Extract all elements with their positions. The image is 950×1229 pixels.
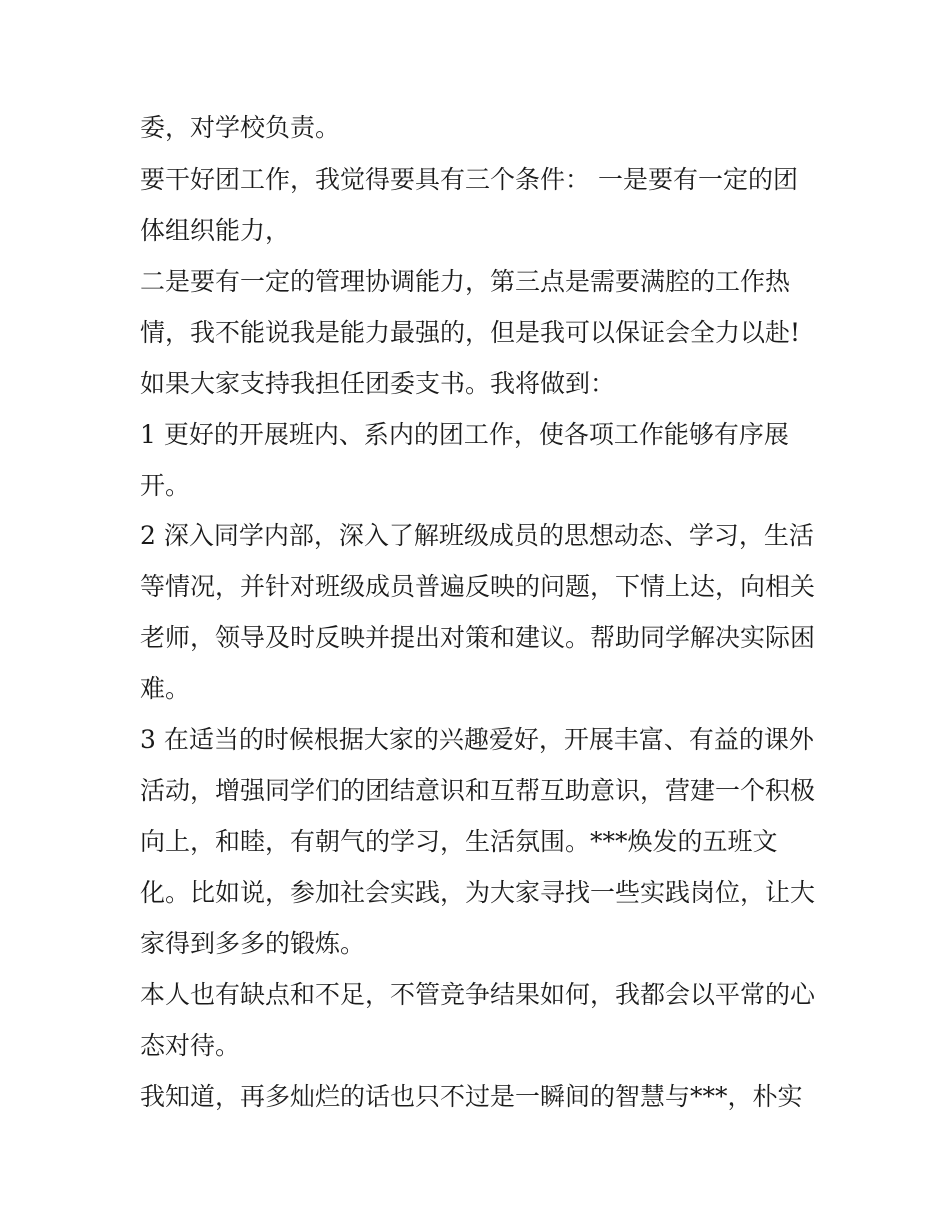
- text-line: 二是要有一定的管理协调能力，第三点是需要满腔的工作热: [140, 267, 791, 296]
- text-line: 家得到多多的锻炼。: [140, 929, 366, 958]
- text-line: 难。: [140, 674, 191, 703]
- text-line: 2 深入同学内部，深入了解班级成员的思想动态、学习，生活: [140, 521, 814, 550]
- text-line: 体组织能力，: [140, 216, 291, 245]
- text-line: 本人也有缺点和不足，不管竞争结果如何，我都会以平常的心: [140, 980, 816, 1009]
- text-line: 老师，领导及时反映并提出对策和建议。帮助同学解决实际困: [140, 623, 816, 652]
- text-line: 3 在适当的时候根据大家的兴趣爱好，开展丰富、有益的课外: [140, 725, 814, 754]
- text-line: 化。比如说，参加社会实践，为大家寻找一些实践岗位，让大: [140, 878, 816, 907]
- text-line: 等情况，并针对班级成员普遍反映的问题，下情上达，向相关: [140, 572, 816, 601]
- text-line: 态对待。: [140, 1031, 241, 1060]
- text-line: 1 更好的开展班内、系内的团工作，使各项工作能够有序展: [140, 420, 789, 449]
- text-line: 活动，增强同学们的团结意识和互帮互助意识，营建一个积极: [140, 776, 816, 805]
- text-line: 情，我不能说我是能力最强的，但是我可以保证会全力以赴!: [140, 318, 801, 347]
- text-line: 要干好团工作，我觉得要具有三个条件： 一是要有一定的团: [140, 165, 798, 194]
- text-line: 我知道，再多灿烂的话也只不过是一瞬间的智慧与***，朴实: [140, 1082, 803, 1111]
- text-line: 开。: [140, 471, 191, 500]
- text-line: 委，对学校负责。: [140, 113, 341, 142]
- text-line: 如果大家支持我担任团委支书。我将做到：: [140, 369, 616, 398]
- text-line: 向上，和睦，有朝气的学习，生活氛围。***焕发的五班文: [140, 827, 778, 856]
